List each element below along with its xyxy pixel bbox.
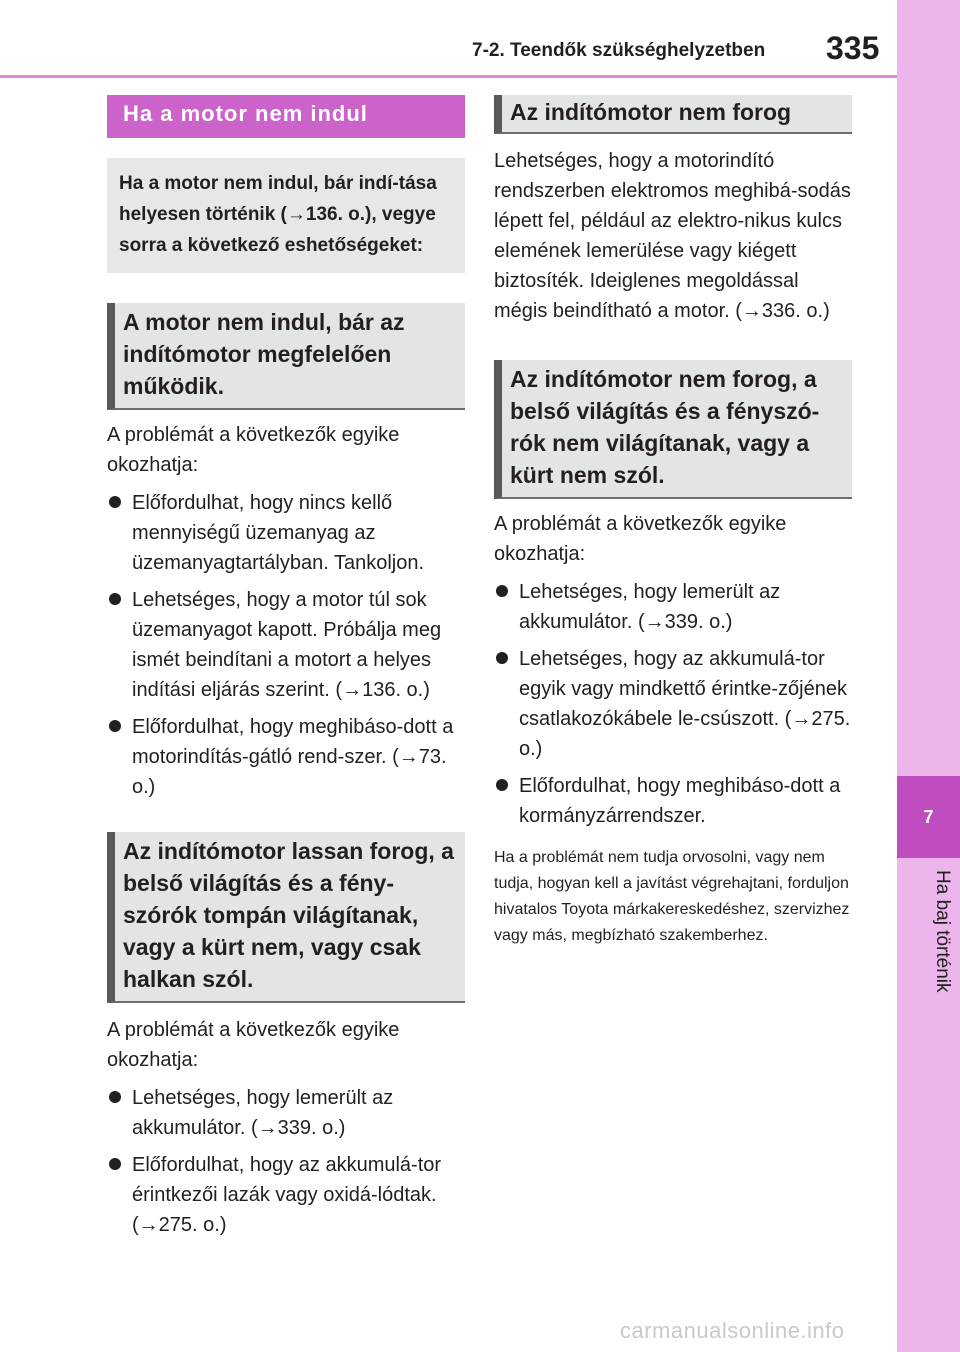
subheading: Az indítómotor nem forog <box>494 95 852 134</box>
bullet-item: Előfordulhat, hogy meghibáso-dott a kormányzárrendszer. <box>494 771 852 831</box>
subheading: Az indítómotor nem forog, a belső világítás és a fényszó-rók nem világítanak, vagy a kürt nem szól. <box>494 360 852 499</box>
chapter-side-tab <box>897 0 960 1352</box>
footnote: Ha a problémát nem tudja orvosolni, vagy nem tudja, hogyan kell a javítást végrehajtani, forduljon hivatalos Toyota márkakereskedéshez, szervizhez vagy más, megbízható szakemberhez. <box>494 849 850 944</box>
bullet-item: Lehetséges, hogy a motor túl sok üzemanyagot kapott. Próbálja meg ismét beindítani a motort a helyes indítási eljárás szerint. (→136. o.) <box>107 585 465 705</box>
bullet-list <box>107 1083 465 1240</box>
bullet-item: Előfordulhat, hogy meghibáso-dott a motorindítás-gátló rend-szer. (→73. o.) <box>107 712 465 802</box>
header-rule <box>0 75 897 78</box>
bullet-item: Lehetséges, hogy lemerült az akkumulátor. (→339. o.) <box>494 577 852 637</box>
section-banner: Ha a motor nem indul <box>107 95 465 138</box>
bullet-list <box>494 577 852 831</box>
paragraph: A problémát a következők egyike okozhatja: <box>107 424 400 476</box>
bullet-list <box>107 488 465 802</box>
right-column <box>494 95 852 949</box>
bullet-item: Lehetséges, hogy az akkumulá-tor egyik vagy mindkettő érintke-zőjének csatlakozókábele le-csúszott. (→275. o.) <box>494 644 852 764</box>
watermark-text: carmanualsonline.info <box>620 1318 845 1343</box>
subheading: A motor nem indul, bár az indítómotor megfelelően működik. <box>107 303 465 410</box>
paragraph: A problémát a következők egyike okozhatja: <box>494 513 787 565</box>
left-column <box>107 95 465 1247</box>
chapter-number: 7 <box>923 806 934 827</box>
bullet-item: Lehetséges, hogy lemerült az akkumulátor. (→339. o.) <box>107 1083 465 1143</box>
bullet-item: Előfordulhat, hogy az akkumulá-tor érintkezői lazák vagy oxidá-lódtak. (→275. o.) <box>107 1150 465 1240</box>
intro-box: Ha a motor nem indul, bár indí-tása helyesen történik (→136. o.), vegye sorra a következő eshetőségeket: <box>107 158 465 273</box>
running-header: 7-2. Teendők szükséghelyzetben <box>472 40 766 61</box>
paragraph: Lehetséges, hogy a motorindító rendszerben elektromos meghibá-sodás lépett fel, például az elektro-nikus kulcs elemének lemerülése vagy kiégett biztosíték. Ideiglenes megoldással mégis beindítható a motor. (→336. o.) <box>494 150 851 322</box>
chapter-number-box <box>897 776 960 858</box>
bullet-item: Előfordulhat, hogy nincs kellő mennyiségű üzemanyag az üzemanyagtartályban. Tankoljon. <box>107 488 465 578</box>
page-number: 335 <box>826 30 880 66</box>
paragraph: A problémát a következők egyike okozhatja: <box>107 1019 400 1071</box>
subheading: Az indítómotor lassan forog, a belső világítás és a fény-szórók tompán világítanak, vagy a kürt nem, vagy csak halkan szól. <box>107 832 465 1003</box>
chapter-title-vertical: Ha baj történik <box>932 870 953 993</box>
